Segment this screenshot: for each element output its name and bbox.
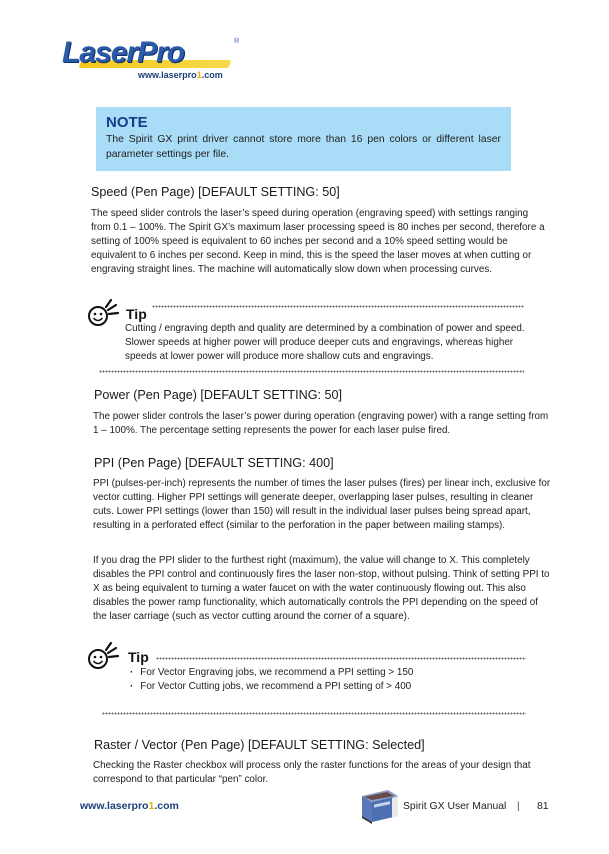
tip-top-divider xyxy=(156,657,526,660)
logo-wordmark: LaserPro xyxy=(62,36,185,69)
note-box xyxy=(96,107,511,171)
laserpro-logo xyxy=(62,34,242,84)
tip-bullet-list xyxy=(130,666,413,694)
note-title: NOTE xyxy=(106,114,148,131)
ppi-body-1: PPI (pulses-per-inch) represents the number of times the laser pulses (fires) per linear inch, exclusive for vector cutting. Higher PPI settings will generate deeper, overlapping laser pulses, resulting in cleaner cuts. Lower PPI settings (lower than 150) will result in the individual laser pulses being spread apart, resulting in a perforated effect (similar to the perforation in the paper between mailing stamps). xyxy=(93,478,551,532)
raster-vector-body: Checking the Raster checkbox will process only the raster functions for the areas of your design that correspond to that particular “pen” color. xyxy=(93,760,531,786)
ppi-heading: PPI (Pen Page) [DEFAULT SETTING: 400] xyxy=(94,456,334,470)
tip-label: Tip xyxy=(126,306,147,322)
tip-text: Cutting / engraving depth and quality are determined by a combination of power and speed. Slower speeds at higher power will produce deeper cuts and engravings, whereas higher speeds at lower power will produce more shallow cuts and engravings. xyxy=(125,323,525,363)
logo-url xyxy=(138,70,223,80)
page-number: 81 xyxy=(537,801,549,812)
tip-bullet: · For Vector Engraving jobs, we recommend a PPI setting > 150 xyxy=(130,666,413,680)
logo-registered-mark: ® xyxy=(234,38,240,45)
logo-url-post: .com xyxy=(201,70,223,80)
logo-url-highlight: 1 xyxy=(196,70,202,80)
tip-label: Tip xyxy=(128,649,149,665)
power-body: The power slider controls the laser’s power during operation (engraving power) with a range setting from 1 – 100%. The percentage setting represents the power for each laser pulse fired. xyxy=(93,411,549,437)
tip-smiley-icon xyxy=(87,641,121,671)
speed-body: The speed slider controls the laser’s speed during operation (engraving speed) with settings ranging from 0.1 – 100%. The Spirit GX’s maximum laser processing speed is 80 inches per second, therefore a setting of 100% speed is equivalent to 60 inches per second and a 10% speed setting would be equivalent to 6 inches per second. Keep in mind, this is the speed the laser moves at when cutting or engraving straight lines. The machine will automatically slow down when processing curves. xyxy=(91,208,545,276)
ppi-body-2: If you drag the PPI slider to the furthest right (maximum), the value will change to X. This completely disables the PPI control and continuously fires the laser non-stop, without pulsing. Think of setting PPI to X as being equivalent to turning a water faucet on with the water continuously flowing out. This also disables the power ramp functionality, which automatically controls the PPI depending on the speed of the laser carriage (such as vector cutting around the corner of a square). xyxy=(93,555,550,623)
footer-url-pre: www.laserpro xyxy=(80,800,149,812)
tip-bottom-divider xyxy=(99,370,524,373)
footer-url-post: .com xyxy=(154,800,179,812)
note-text: The Spirit GX print driver cannot store more than 16 pen colors or different laser parameter settings per file. xyxy=(106,134,501,160)
power-heading: Power (Pen Page) [DEFAULT SETTING: 50] xyxy=(94,388,343,402)
speed-heading: Speed (Pen Page) [DEFAULT SETTING: 50] xyxy=(91,185,340,199)
laser-machine-image xyxy=(358,788,400,826)
footer-manual-title: Spirit GX User Manual xyxy=(403,801,507,812)
footer-separator: | xyxy=(517,801,520,812)
footer-url-highlight: 1 xyxy=(148,800,155,812)
tip-bullet: · For Vector Cutting jobs, we recommend a PPI setting of > 400 xyxy=(130,680,413,694)
footer-url xyxy=(80,800,179,812)
tip-bottom-divider xyxy=(102,712,526,715)
tip-smiley-icon xyxy=(87,298,121,328)
logo-url-pre: www.laserpro xyxy=(138,70,197,80)
raster-vector-heading: Raster / Vector (Pen Page) [DEFAULT SETTING: Selected] xyxy=(94,738,425,752)
tip-top-divider xyxy=(152,305,524,308)
